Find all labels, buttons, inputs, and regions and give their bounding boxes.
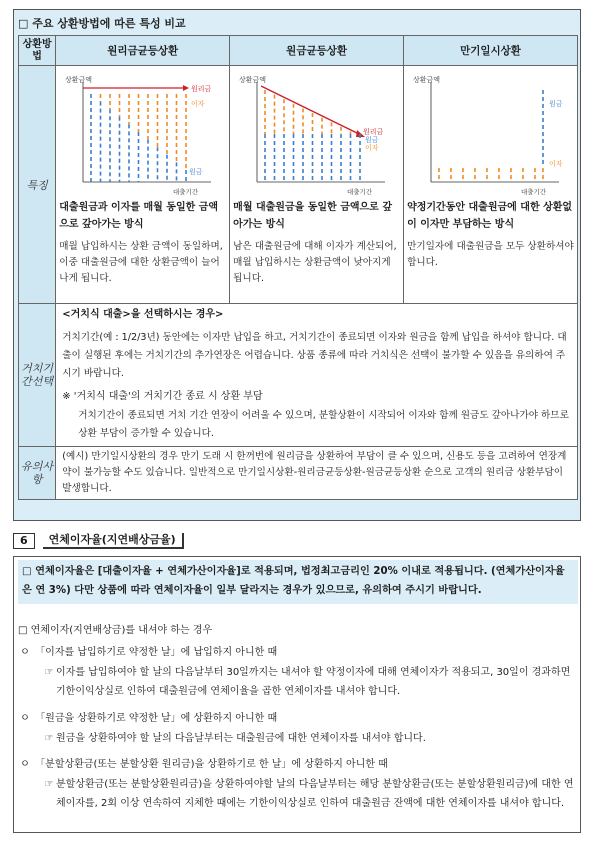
header-equal-payment: 원리금균등상환: [56, 36, 230, 66]
note-cell: [56, 447, 578, 500]
item-title: 「원금을 상환하기로 약정한 날」에 상환하지 아니한 때: [35, 713, 278, 724]
grace-cell: [56, 304, 578, 447]
feature-body: 남은 대출원금에 대해 이자가 계산되어, 매월 납입하시는 상환금액이 낮아지게 됩니다.: [233, 241, 397, 284]
chart-label-interest: 이자: [190, 100, 205, 108]
header-row: [19, 36, 578, 66]
grace-sub-head: ※ '거치식 대출'의 거치기간 종료 시 상환 부담: [62, 391, 263, 402]
feature-cell-equal-principal: [230, 66, 404, 304]
header-bullet: 만기일시상환: [404, 36, 578, 66]
feature-head: 약정기간동안 대출원금에 대한 상환없이 이자만 부담하는 방식: [407, 202, 573, 230]
chart-title: 상환금액: [64, 76, 92, 84]
feature-cell-equal-payment: [56, 66, 230, 304]
chart-label-interest: 이자: [364, 144, 379, 152]
overdue-item-2: [18, 709, 578, 728]
note-text: (예시) 만기일시상환의 경우 만기 도래 시 한꺼번에 원리금을 상환하여 부담이 클 수 있으며, 신용도 등을 고려하여 연장계약이 불가능할 수도 있습니다. 일반적으로 만기일시상환-원리금균등상환-원금균등상환 순으로 고객의 원리금 상환부담이 발생합니다.: [62, 451, 567, 494]
equal-principal-chart: [235, 70, 399, 198]
feature-label: 특징: [19, 66, 56, 304]
grace-paragraph-2: 거치기간이 종료되면 거치 기간 연장이 어려울 수 있으며, 분할상환이 시작되어 이자와 함께 원금도 갚아나가야 하므로 상환 부담이 증가할 수 있습니다.: [78, 410, 569, 439]
chart-label-principal: 원금: [548, 100, 563, 108]
section6-header: [13, 532, 184, 550]
comparison-table: [18, 35, 578, 500]
note-row: [19, 447, 578, 500]
header-equal-principal: 원금균등상환: [230, 36, 404, 66]
overdue-item-1-detail: [18, 663, 578, 701]
bullet-icon: ㅇ: [20, 647, 30, 658]
overdue-subtitle: □ 연체이자(지연배상금)를 내셔야 하는 경우: [18, 625, 213, 636]
section6-title: 연체이자율(지연배상금율): [43, 533, 184, 549]
item-detail: 분할상환금(또는 분할상환원리금)을 상환하여야할 날의 다음날부터는 해당 분할상환금(또는 분할상환원리금)에 대한 연체이자를, 2회 이상 연속하여 지체한 때에는 기한이익상실로 인하여 대출원금 잔액에 대한 연체이자를 내셔야 합니다.: [56, 779, 574, 809]
feature-cell-bullet: [404, 66, 578, 304]
comparison-section: [13, 9, 581, 521]
note-label: 유의사항: [19, 447, 56, 500]
feature-row: [19, 66, 578, 304]
chart-label-total: 원리금: [190, 85, 211, 93]
pointing-hand-icon: ☞: [44, 733, 54, 744]
method-header: 상환방법: [19, 36, 56, 66]
bullet-icon: ㅇ: [20, 713, 30, 724]
chart-label-interest: 이자: [548, 160, 563, 168]
chart-label-principal: 원금: [364, 136, 379, 144]
overdue-section: [13, 556, 581, 833]
pointing-hand-icon: ☞: [44, 667, 54, 678]
grace-row: [19, 304, 578, 447]
chart-title: 상환금액: [238, 76, 266, 84]
overdue-item-3-detail: [18, 775, 578, 813]
feature-head: 대출원금과 이자를 매월 동일한 금액으로 갚아가는 방식: [59, 202, 219, 230]
feature-body: 만기일자에 대출원금을 모두 상환하셔야 합니다.: [407, 241, 574, 268]
overdue-item-3: [18, 755, 578, 774]
pointing-hand-icon: ☞: [44, 779, 54, 790]
chart-label-principal: 원금: [188, 168, 203, 176]
item-title: 「이자를 납입하기로 약정한 날」에 납입하지 아니한 때: [35, 647, 278, 658]
bullet-repayment-chart: [409, 70, 573, 198]
chart-xlabel: 대출기간: [520, 188, 546, 196]
grace-head: <거치식 대출>을 선택하시는 경우>: [62, 309, 224, 320]
bullet-icon: ㅇ: [20, 759, 30, 770]
chart-label-total: 원리금: [362, 128, 383, 136]
overdue-lead: □ 연체이자율은 [대출이자율 + 연체가산이자율]로 적용되며, 법정최고금리인 20% 이내로 적용됩니다. (연체가산이자율은 연 3%) 다만 상품에 따라 연체이자율이 일부 달라지는 경우가 있으므로, 유의하여 주시기 바랍니다.: [18, 560, 578, 604]
section6-number: 6: [13, 533, 35, 549]
chart-xlabel: 대출기간: [172, 188, 198, 196]
grace-paragraph: 거치기간(예 : 1/2/3년) 동안에는 이자만 납입을 하고, 거치기간이 종료되면 이자와 원금을 함께 납입을 하셔야 합니다. 대출이 실행된 후에는 거치기간의 추가연장은 어렵습니다. 상품 종류에 따라 거치식은 선택이 불가할 수 있음을 유의하여 주시기 바랍니다.: [62, 332, 567, 379]
chart-xlabel: 대출기간: [346, 188, 372, 196]
grace-label: 거치기간선택: [19, 304, 56, 447]
equal-payment-chart: [61, 70, 225, 198]
chart-title: 상환금액: [412, 76, 440, 84]
item-title: 「분할상환금(또는 분할상환 원리금)을 상환하기로 한 날」에 상환하지 아니한 때: [35, 759, 388, 770]
feature-head: 매월 대출원금을 동일한 금액으로 갚아가는 방식: [233, 202, 392, 230]
item-detail: 원금을 상환하여야 할 날의 다음날부터는 대출원금에 대한 연체이자를 내셔야 합니다.: [56, 733, 426, 744]
overdue-item-1: [18, 643, 578, 662]
feature-body: 매월 납입하시는 상환 금액이 동일하며, 이중 대출원금에 대한 상환금액이 늘어나게 됩니다.: [59, 241, 223, 284]
overdue-item-2-detail: [18, 729, 578, 748]
comparison-title: □ 주요 상환방법에 따른 특성 비교: [18, 17, 186, 30]
item-detail: 이자를 납입하여야 할 날의 다음날부터 30일까지는 내셔야 할 약정이자에 대해 연체이자가 적용되고, 30일이 경과하면 기한이익상실로 인하여 대출원금에 연체이율을 곱한 연체이자를 내셔야 합니다.: [56, 667, 571, 697]
